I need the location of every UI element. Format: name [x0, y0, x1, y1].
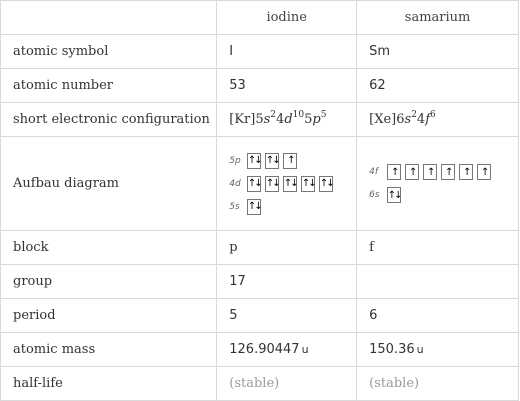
row-atomic-symbol [1, 35, 519, 69]
row-label: block [1, 231, 217, 265]
iodine-config: $[Kr]5s^24d^{10}5p^5$ [217, 103, 357, 137]
subshell-label: 4d [229, 178, 241, 189]
row-electron-config [1, 103, 519, 137]
row-block [1, 231, 519, 265]
orbital-box: ↑ [423, 164, 437, 180]
header-row [1, 1, 519, 35]
orbital-box: ↑↓ [247, 176, 261, 192]
orbital-box: ↑↓ [265, 176, 279, 192]
subshell-label: 6s [369, 190, 380, 200]
subshell-row [369, 186, 518, 204]
row-atomic-mass [1, 333, 519, 367]
orbital-box: ↑ [441, 164, 455, 180]
orbital-box: ↑↓ [387, 187, 401, 203]
config-core: [Kr] [229, 112, 256, 127]
subshell-label: 5s [229, 201, 240, 212]
iodine-value: 53 [217, 69, 357, 103]
orbital-box: ↑ [459, 164, 473, 180]
iodine-value: (stable) [217, 367, 357, 401]
orbital-box: ↑↓ [301, 176, 315, 192]
samarium-value: Sm [357, 35, 519, 69]
subshell-label: 4f [369, 167, 379, 177]
orbital-box: ↑ [387, 164, 401, 180]
orbital-box: ↑ [477, 164, 491, 180]
samarium-config: $[Xe]6s^24f^6$ [357, 103, 519, 137]
row-label: half-life [1, 367, 217, 401]
unit-label: u [416, 343, 424, 356]
samarium-value: 62 [357, 69, 519, 103]
row-label: period [1, 299, 217, 333]
samarium-value: (stable) [357, 367, 519, 401]
iodine-aufbau [217, 137, 357, 231]
row-aufbau-diagram [1, 137, 519, 231]
samarium-value: f [357, 231, 519, 265]
iodine-value: 126.90447 u [217, 333, 357, 367]
row-period [1, 299, 519, 333]
orbital-box: ↑ [283, 153, 297, 169]
orbital-box: ↑↓ [247, 199, 261, 215]
iodine-value: 17 [217, 265, 357, 299]
unit-label: u [301, 343, 309, 356]
orbital-box: ↑↓ [319, 176, 333, 192]
samarium-aufbau [357, 137, 519, 231]
row-label: Aufbau diagram [1, 137, 217, 231]
orbital-box: ↑↓ [265, 153, 279, 169]
config-core: [Xe] [369, 112, 397, 127]
subshell-row [229, 175, 356, 193]
orbital-box: ↑ [405, 164, 419, 180]
subshell-row [369, 163, 518, 181]
iodine-value: I [217, 35, 357, 69]
samarium-value: 150.36 u [357, 333, 519, 367]
row-atomic-number [1, 69, 519, 103]
row-label: group [1, 265, 217, 299]
row-half-life [1, 367, 519, 401]
header-iodine: iodine [217, 1, 357, 35]
iodine-value: p [217, 231, 357, 265]
subshell-row [229, 198, 356, 216]
orbital-box: ↑↓ [283, 176, 297, 192]
samarium-value [357, 265, 519, 299]
row-label: atomic mass [1, 333, 217, 367]
samarium-value: 6 [357, 299, 519, 333]
row-label: short electronic configuration [1, 103, 217, 137]
row-group [1, 265, 519, 299]
row-label: atomic symbol [1, 35, 217, 69]
subshell-label: 5p [229, 155, 241, 166]
header-empty-cell [1, 1, 217, 35]
subshell-row [229, 152, 356, 170]
row-label: atomic number [1, 69, 217, 103]
orbital-box: ↑↓ [247, 153, 261, 169]
iodine-value: 5 [217, 299, 357, 333]
header-samarium: samarium [357, 1, 519, 35]
